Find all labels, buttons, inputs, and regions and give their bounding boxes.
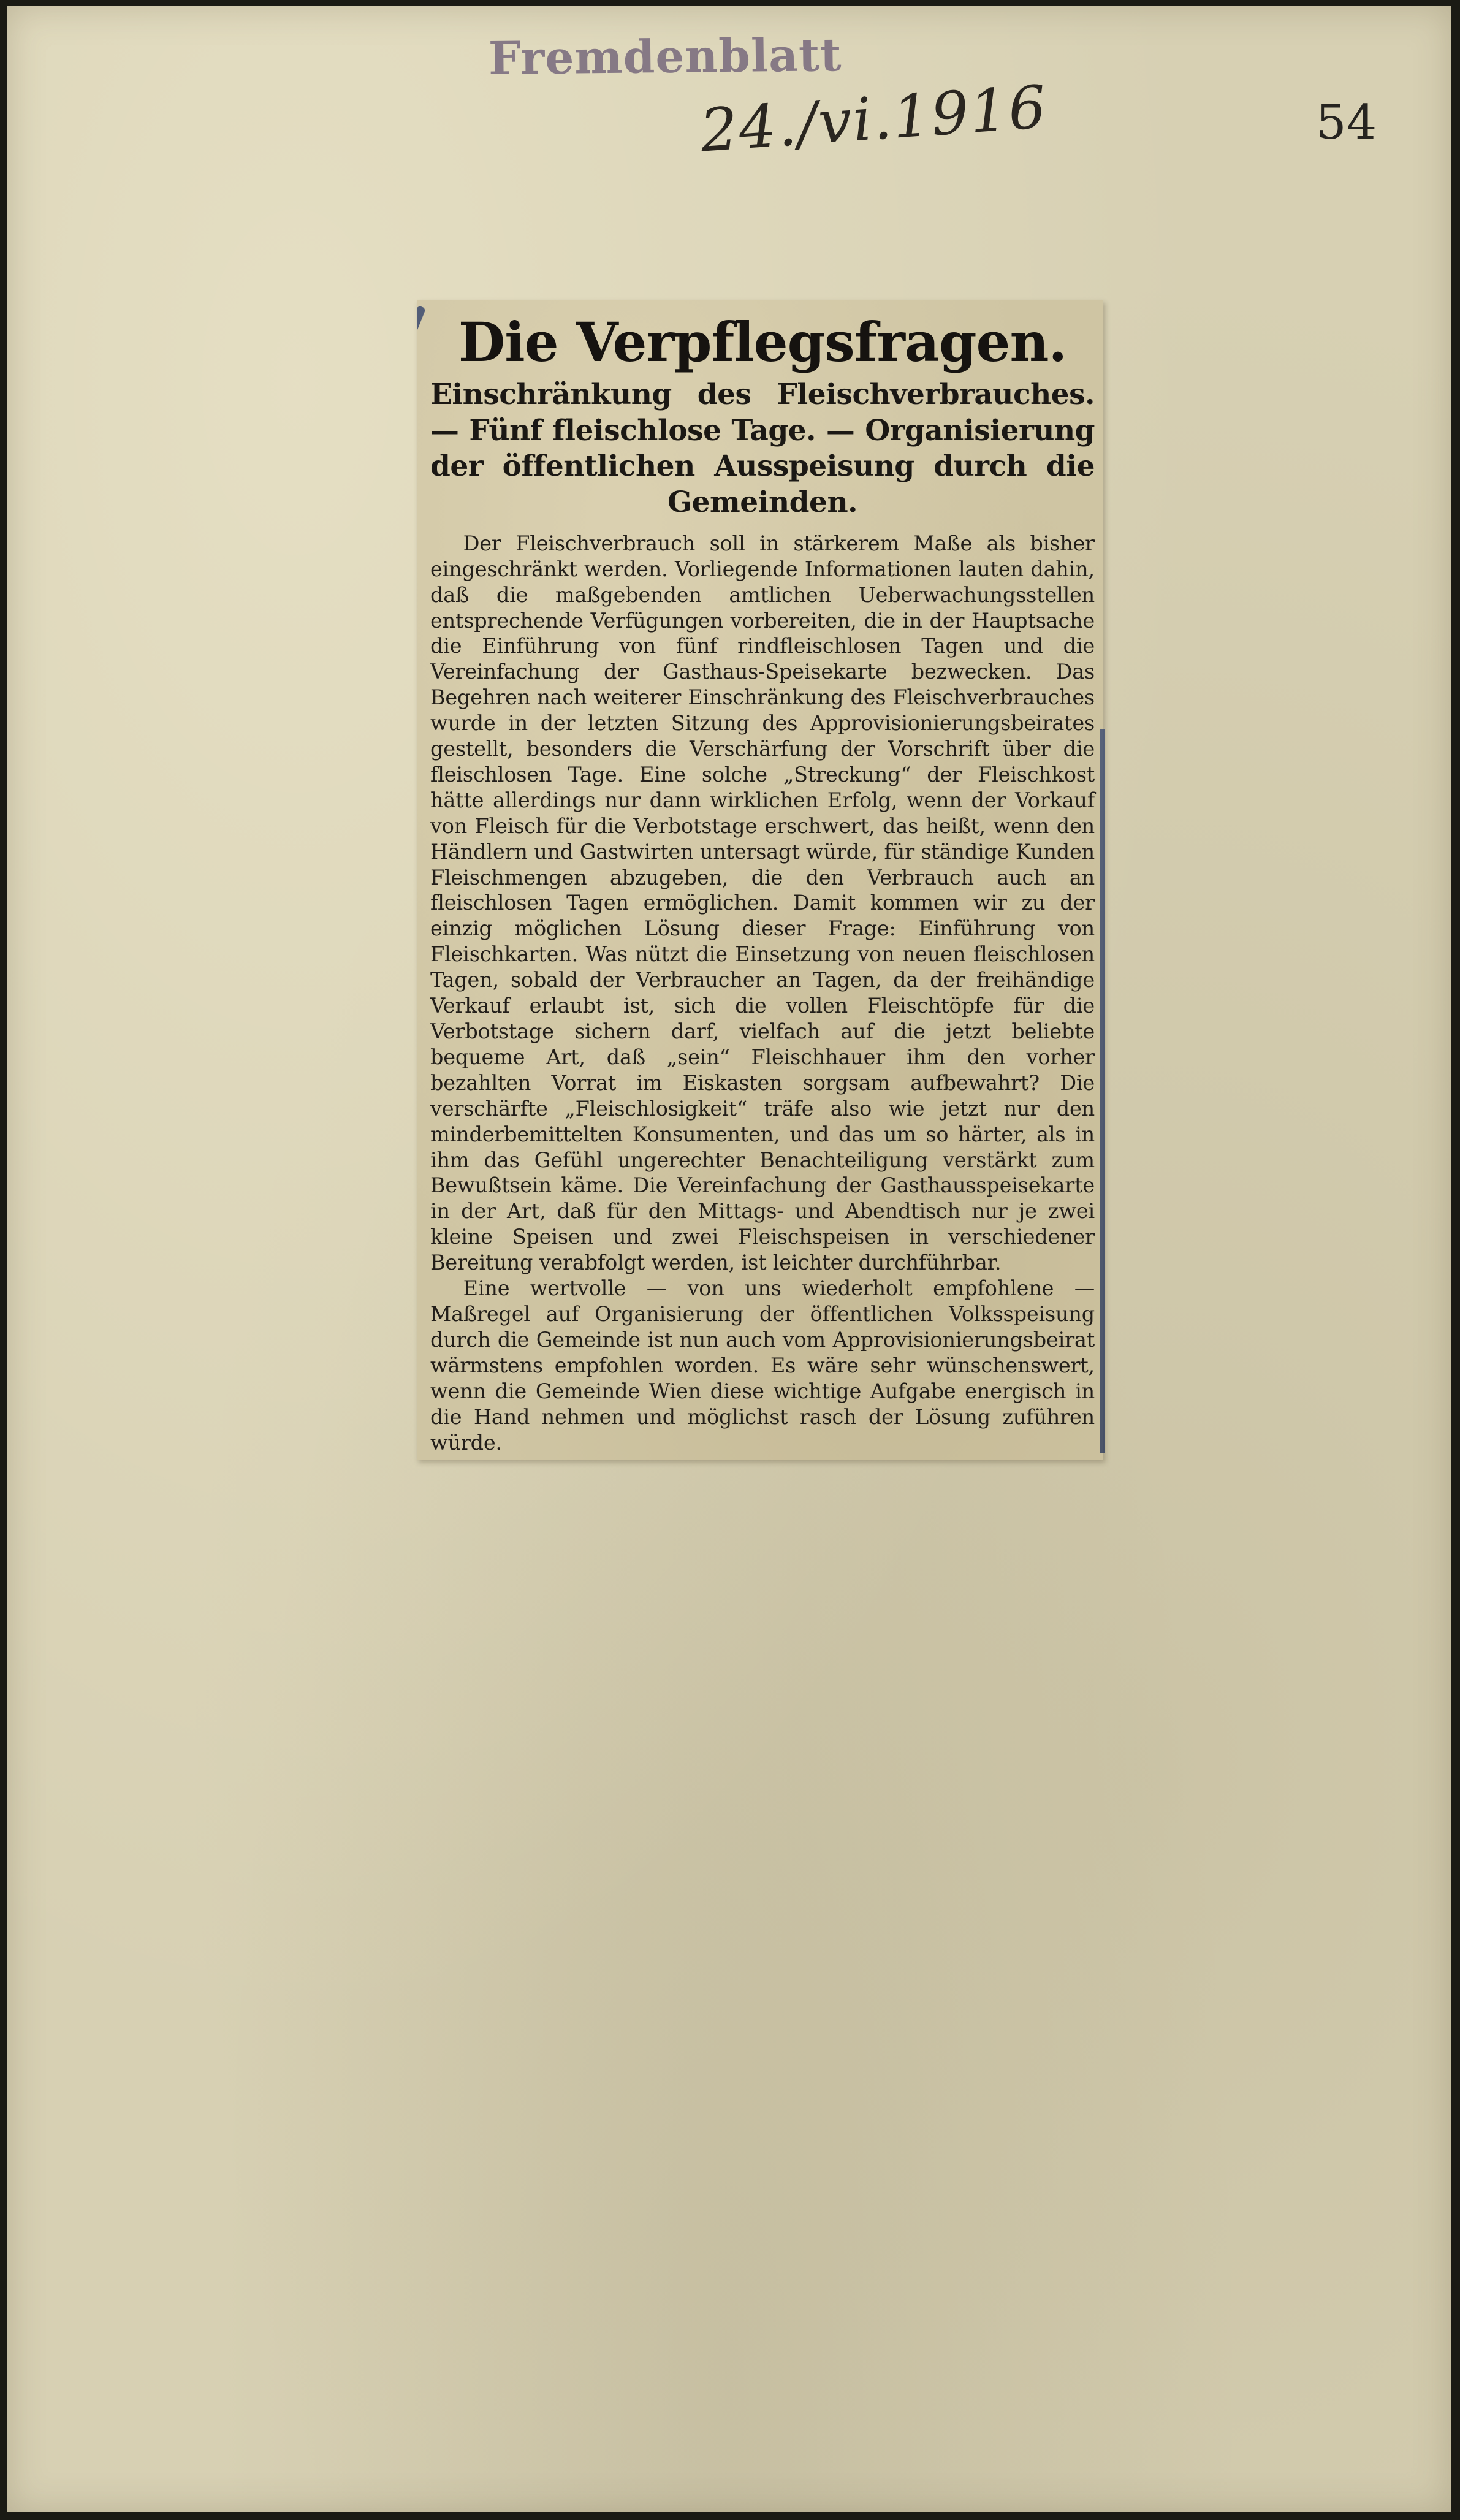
archive-sheet [7, 6, 1451, 2512]
article-subheadline: Einschränkung des Fleischverbrauches. — Fünf fleischlose Tage. — Organisierung der öffentlichen Ausspeisung durch die Gemeinden. [430, 377, 1095, 520]
page-number: 54 [1316, 95, 1377, 150]
article-body [430, 531, 1095, 1456]
newspaper-stamp: Fremdenblatt [488, 28, 842, 86]
newspaper-clipping [417, 300, 1103, 1460]
article-paragraph: Eine wertvolle — von uns wiederholt empfohlene — Maßregel auf Organisierung der öffentlichen Volksspeisung durch die Gemeinde ist nun auch vom Approvisionierungsbeirat wärmstens empfohlen worden. Es wäre sehr wünschenswert, wenn die Gemeinde Wien diese wichtige Aufgabe energisch in die Hand nehmen und möglichst rasch der Lösung zuführen würde. [430, 1276, 1095, 1455]
pencil-mark-icon [417, 305, 426, 376]
handwritten-date: 24./vi.1916 [698, 72, 1049, 166]
pencil-edge-mark [1100, 729, 1105, 1453]
article-headline: Die Verpflegsfragen. [458, 310, 1067, 374]
article-paragraph: Der Fleischverbrauch soll in stärkerem Maße als bisher eingeschränkt werden. Vorliegende Informationen lauten dahin, daß die maßgebenden amtlichen Ueberwachungsstellen entsprechende Verfügungen vorbereiten, die in der Hauptsache die Einführung von fünf rindfleischlosen Tagen und die Vereinfachung der Gasthaus-Speisekarte bezwecken. Das Begehren nach weiterer Einschränkung des Fleischverbrauches wurde in der letzten Sitzung des Approvisionierungsbeirates gestellt, besonders die Verschärfung der Vorschrift über die fleischlosen Tage. Eine solche „Streckung“ der Fleischkost hätte allerdings nur dann wirklichen Erfolg, wenn der Vorkauf von Fleisch für die Verbotstage erschwert, das heißt, wenn den Händlern und Gastwirten untersagt würde, für ständige Kunden Fleischmengen abzugeben, die den Verbrauch auch an fleischlosen Tagen ermöglichen. Damit kommen wir zu der einzig möglichen Lösung dieser Frage: Einführung von Fleischkarten. Was nützt die Einsetzung von neuen fleischlosen Tagen, sobald der Verbraucher an Tagen, da der freihändige Verkauf erlaubt ist, sich die vollen Fleischtöpfe für die Verbotstage sichern darf, vielfach auf die jetzt beliebte bequeme Art, daß „sein“ Fleischhauer ihm den vorher bezahlten Vorrat im Eiskasten sorgsam aufbewahrt? Die verschärfte „Fleischlosigkeit“ träfe also wie jetzt nur den minderbemittelten Konsumenten, und das um so härter, als in ihm das Gefühl ungerechter Benachteiligung verstärkt zum Bewußtsein käme. Die Vereinfachung der Gasthausspeisekarte in der Art, daß für den Mittags- und Abendtisch nur je zwei kleine Speisen und zwei Fleischspeisen in verschiedener Bereitung verabfolgt werden, ist leichter durchführbar. [430, 531, 1095, 1275]
